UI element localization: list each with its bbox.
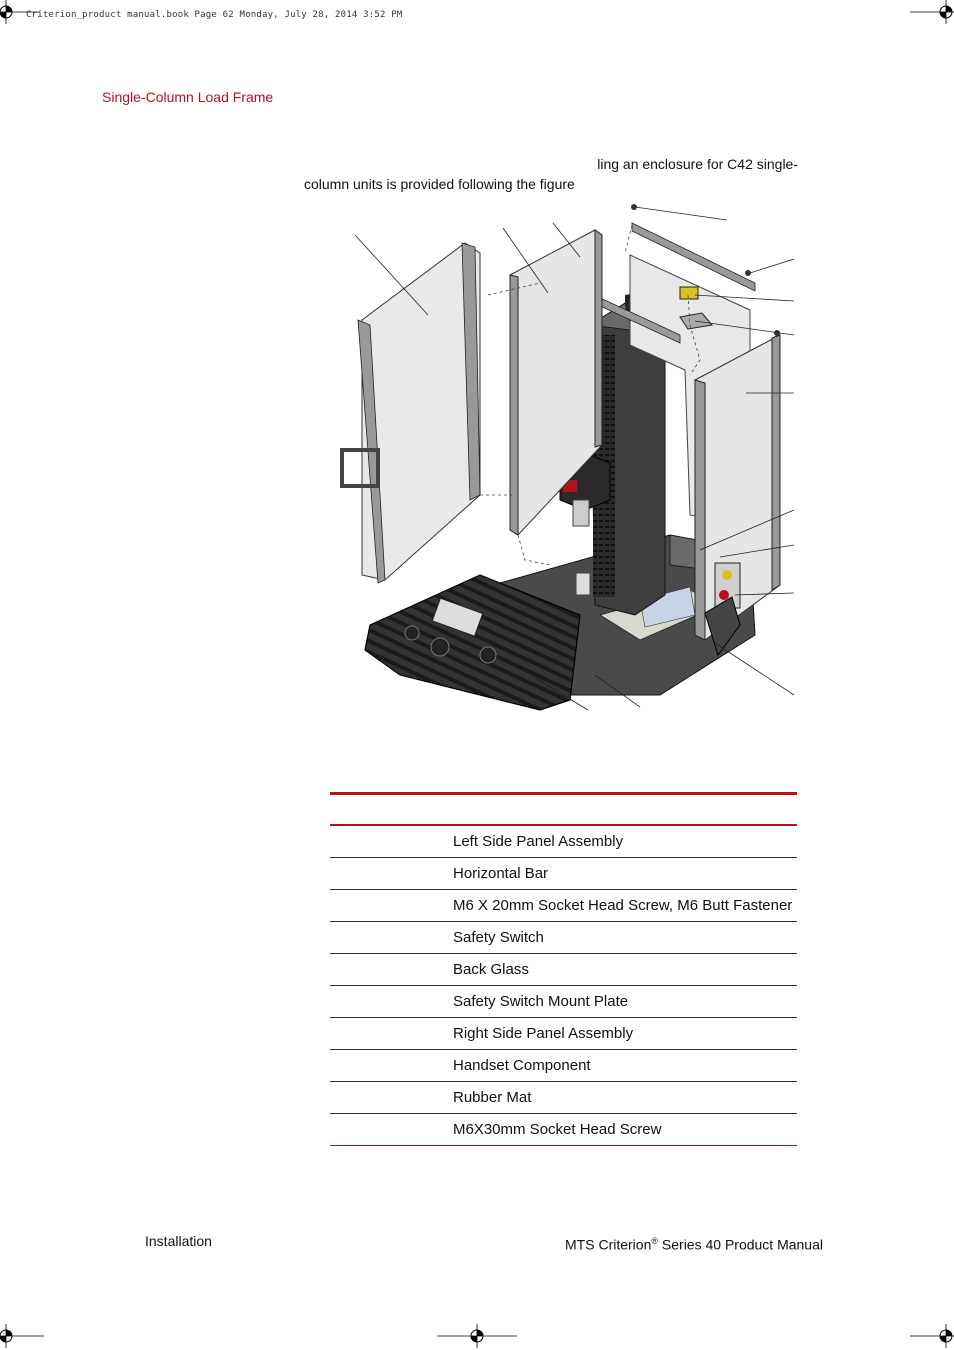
registration-mark-icon: [910, 1324, 954, 1350]
footer-brand: MTS Criterion: [565, 1236, 652, 1253]
registered-mark: ®: [651, 1236, 659, 1246]
table-row: Safety Switch Mount Plate: [330, 986, 797, 1018]
intro-line-2: column units is provided following the figure: [304, 176, 575, 192]
table-row: Rubber Mat: [330, 1082, 797, 1114]
table-row: Safety Switch: [330, 922, 797, 954]
table-row: Handset Component: [330, 1050, 797, 1082]
footer-title-rest: Series 40 Product Manual: [658, 1236, 823, 1253]
table-row: Horizontal Bar: [330, 858, 797, 890]
safety-switch: [680, 287, 698, 299]
enclosure-exploded-figure: [340, 195, 800, 720]
table-row: Right Side Panel Assembly: [330, 1018, 797, 1050]
registration-mark-icon: [437, 1324, 517, 1350]
table-row: Left Side Panel Assembly: [330, 826, 797, 858]
table-row: Back Glass: [330, 954, 797, 986]
footer-manual-title: [565, 1236, 823, 1253]
footer-section: Installation: [145, 1233, 212, 1249]
parts-table: [330, 792, 797, 1146]
table-row: M6X30mm Socket Head Screw: [330, 1114, 797, 1146]
registration-mark-icon: [910, 0, 954, 26]
table-row: M6 X 20mm Socket Head Screw, M6 Butt Fastener: [330, 890, 797, 922]
running-head: Single-Column Load Frame: [102, 89, 274, 105]
table-top-rule: [330, 792, 797, 795]
intro-paragraph: [304, 154, 798, 194]
intro-line-1: ling an enclosure for C42 single-: [597, 156, 798, 172]
book-slug: Criterion_product manual.book Page 62 Monday, July 28, 2014 3:52 PM: [26, 10, 403, 20]
registration-mark-icon: [0, 1324, 44, 1350]
